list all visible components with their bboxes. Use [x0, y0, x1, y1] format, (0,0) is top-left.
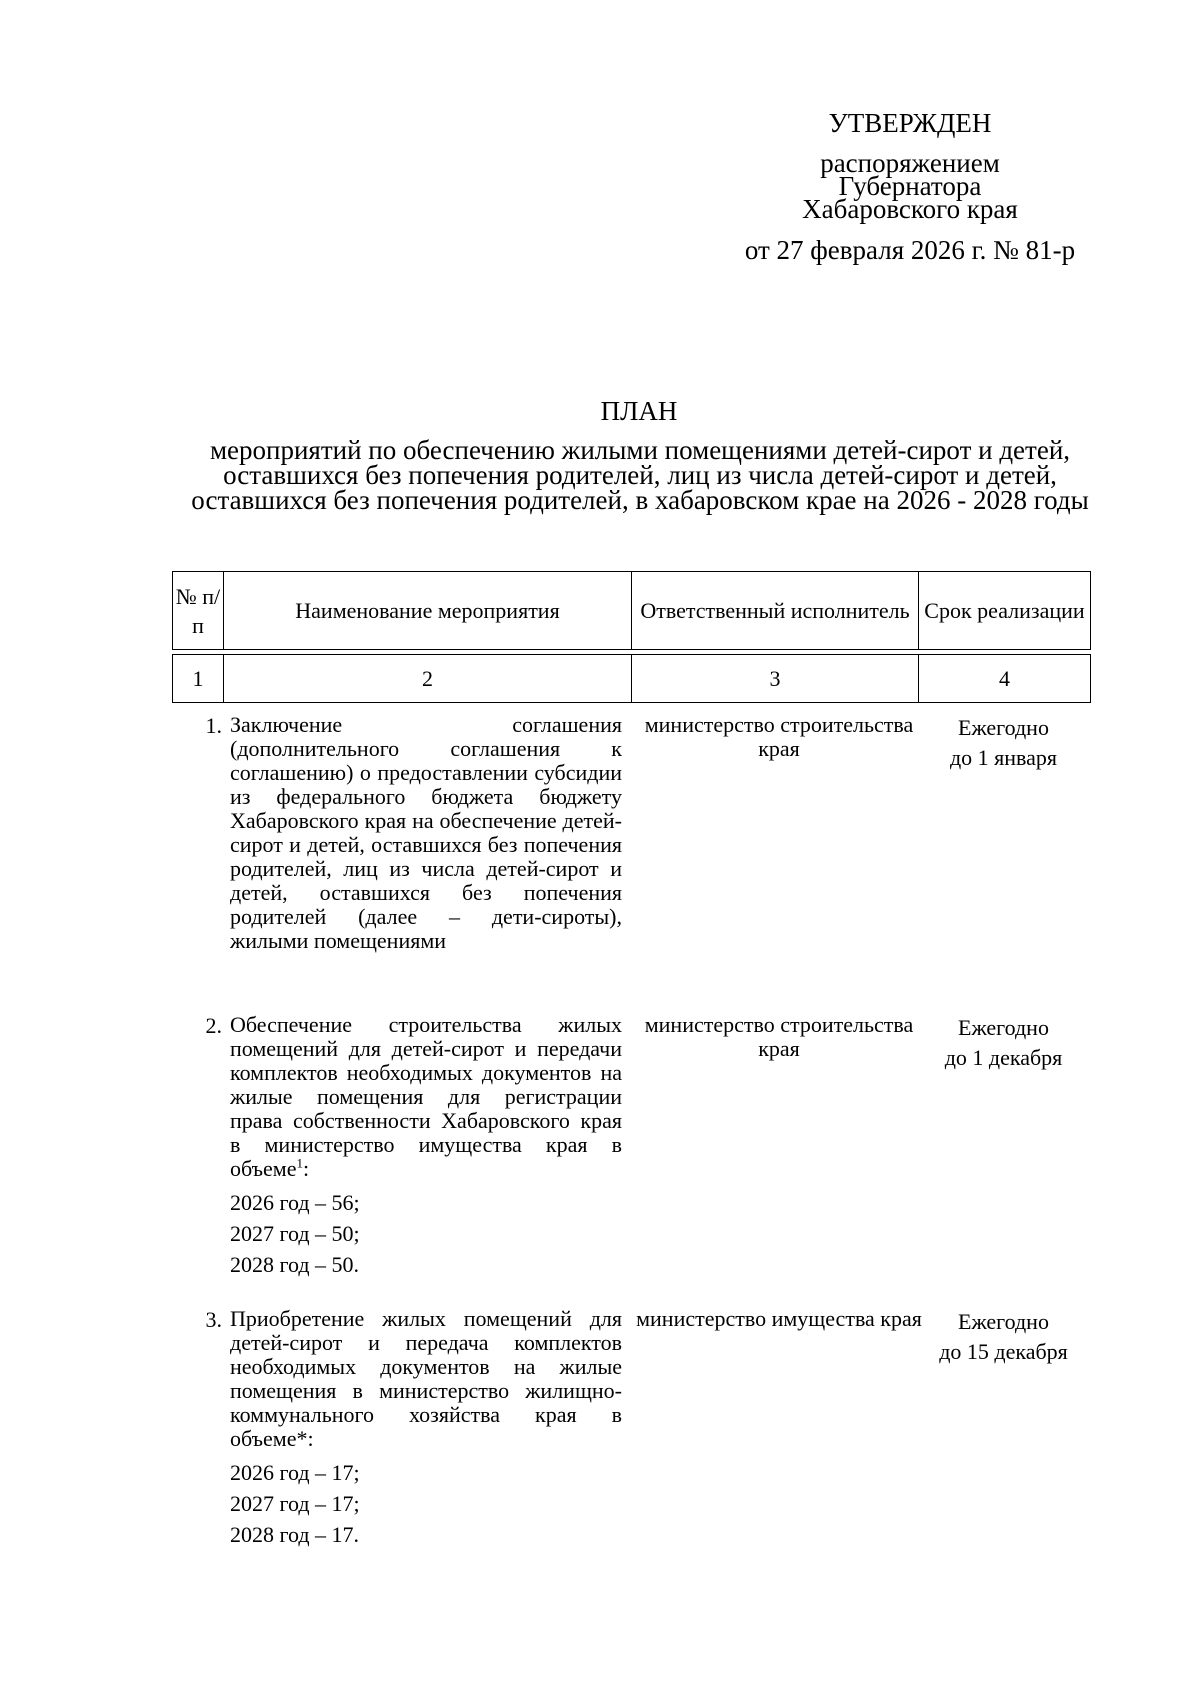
description-text	[230, 1013, 622, 1181]
row-term	[917, 713, 1090, 773]
row-number: 3.	[205, 1307, 222, 1332]
plan-title: ПЛАН	[600, 396, 678, 426]
description-text: Приобретение жилых помещений для детей-сирот и передача комплектов необходимых документов на жилые помещения в министерство жилищно-коммунального хозяйства края в объеме*:	[230, 1306, 622, 1451]
row-responsible: министерство строительства края	[644, 1012, 914, 1061]
col-number-2: 2	[223, 654, 631, 703]
row-number: 1.	[205, 713, 222, 738]
row-description	[230, 1307, 622, 1550]
approval-date: от 27 февраля 2026 г. № 81-р	[744, 235, 1076, 265]
footnote-mark: 1	[296, 1155, 303, 1171]
col-number-4: 4	[918, 654, 1091, 703]
plan-subtitle: мероприятий по обеспечению жилыми помещениями детей-сирот и детей, оставшихся без попечения родителей, лиц из числа детей-сирот и детей, оставшихся без попечения родителей, в хабаровском крае на 2026 - 2028 годы	[191, 435, 1089, 515]
header-responsible: Ответственный исполнитель	[631, 571, 918, 650]
term-line-2: до 1 декабря	[944, 1045, 1063, 1070]
approval-line-1: распоряжением	[820, 148, 1000, 178]
header-name: Наименование мероприятия	[223, 571, 631, 650]
row-number: 2.	[205, 1013, 222, 1038]
term-line-2: до 15 декабря	[939, 1339, 1068, 1364]
description-main: Обеспечение строительства жилых помещений для детей-сирот и передачи комплектов необходимых документов на жилые помещения для регистрации права собственности Хабаровского края в министерство имущества края в объеме	[230, 1012, 622, 1181]
row-term	[917, 1013, 1090, 1073]
term-line-2: до 1 января	[949, 745, 1058, 770]
term-line-1: Ежегодно	[958, 715, 1049, 740]
table-header	[172, 567, 1091, 707]
header-row	[172, 571, 1091, 650]
approval-line-2: Губернатора	[838, 171, 982, 201]
header-term: Срок реализации	[918, 571, 1091, 650]
row-responsible: министерство имущества края	[636, 1306, 922, 1331]
col-number-1: 1	[172, 654, 223, 703]
column-number-row	[172, 654, 1091, 703]
row-description	[230, 713, 622, 953]
term-line-1: Ежегодно	[958, 1015, 1049, 1040]
year-line: 2026 год – 17;	[230, 1460, 360, 1485]
year-line: 2028 год – 50.	[230, 1252, 360, 1277]
row-description	[230, 1013, 622, 1280]
year-line: 2026 год – 56;	[230, 1190, 360, 1215]
term-line-1: Ежегодно	[958, 1309, 1049, 1334]
year-line: 2027 год – 17;	[230, 1491, 360, 1516]
approval-title: УТВЕРЖДЕН	[828, 108, 992, 138]
year-line: 2027 год – 50;	[230, 1221, 360, 1246]
description-text: Заключение соглашения (дополнительного соглашения к соглашению) о предоставлении субсидии из федерального бюджета бюджету Хабаровского края на обеспечение детей-сирот и детей, оставшихся без попечения родителей, лиц из числа детей-сирот и детей, оставшихся без попечения родителей (далее – дети-сироты), жилыми помещениями	[230, 712, 622, 953]
description-suffix: :	[302, 1156, 310, 1181]
approval-line-3: Хабаровского края	[802, 194, 1018, 224]
row-responsible: министерство строительства края	[644, 712, 914, 761]
header-num: № п/п	[172, 571, 223, 650]
year-line: 2028 год – 17.	[230, 1522, 360, 1547]
row-term	[917, 1307, 1090, 1367]
approval-block	[720, 108, 1100, 265]
col-number-3: 3	[631, 654, 918, 703]
